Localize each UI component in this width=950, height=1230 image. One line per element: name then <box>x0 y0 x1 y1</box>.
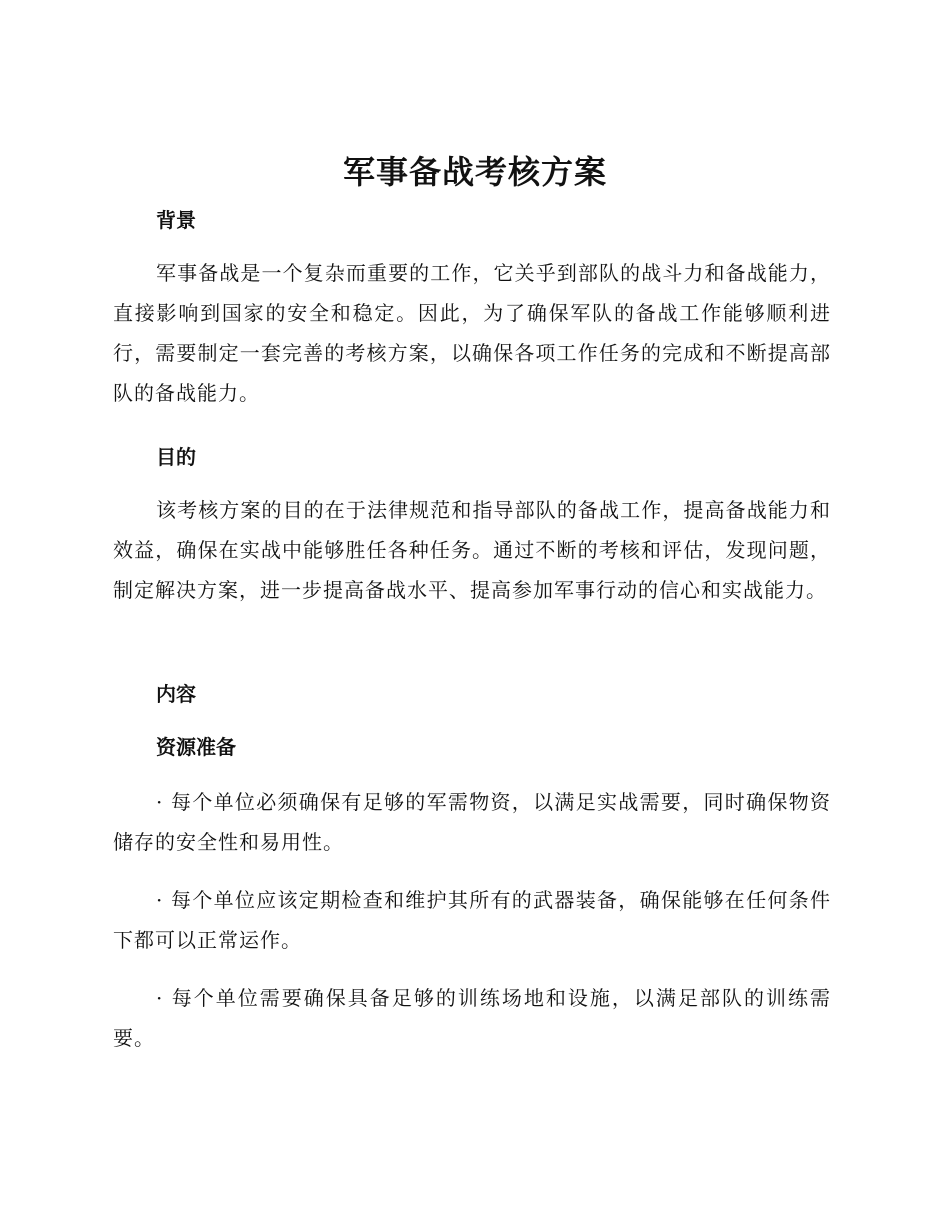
purpose-paragraph: 该考核方案的目的在于法律规范和指导部队的备战工作，提高备战能力和效益，确保在实战中能够胜任各种任务。通过不断的考核和评估，发现问题，制定解决方案，进一步提高备战水平、提高参加军事行动的信心和实战能力。 <box>113 498 831 602</box>
bullet-item-equipment: · 每个单位应该定期检查和维护其所有的武器装备，确保能够在任何条件下都可以正常运作。 <box>113 888 831 952</box>
bullet-item-supplies: · 每个单位必须确保有足够的军需物资，以满足实战需要，同时确保物资储存的安全性和易用性。 <box>113 790 831 854</box>
bullet-item-training-facilities: · 每个单位需要确保具备足够的训练场地和设施，以满足部队的训练需要。 <box>113 986 831 1050</box>
section-heading-background: 背景 <box>156 208 196 232</box>
section-heading-purpose: 目的 <box>156 445 196 469</box>
document-title: 军事备战考核方案 <box>342 153 607 191</box>
section-heading-resource-preparation: 资源准备 <box>156 735 236 759</box>
section-heading-content: 内容 <box>156 682 196 706</box>
background-paragraph: 军事备战是一个复杂而重要的工作，它关乎到部队的战斗力和备战能力，直接影响到国家的安全和稳定。因此，为了确保军队的备战工作能够顺利进行，需要制定一套完善的考核方案，以确保各项工作任务的完成和不断提高部队的备战能力。 <box>113 261 831 405</box>
